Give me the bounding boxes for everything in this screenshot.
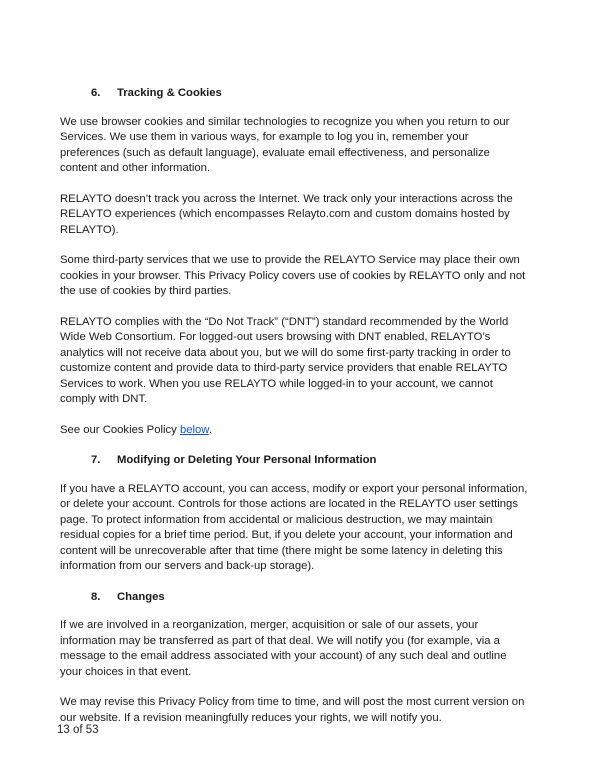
section-number: 8. [91, 590, 101, 603]
section-title: Changes [117, 590, 165, 603]
paragraph: RELAYTO complies with the “Do Not Track” (“DNT”) standard recommended by the World Wide Web Consortium. For logged-out users browsing with DNT enabled, RELAYTO’s analytics will not receive data about you, but we will do some first-party tracking in order to customize content and provide data to third-party service providers that enable RELAYTO Services to work. When you use RELAYTO while logged-in to your account, we cannot comply with DNT. [60, 315, 511, 405]
section-title: Modifying or Deleting Your Personal Information [117, 454, 377, 466]
cookies-line-prefix: See our Cookies Policy [60, 423, 180, 436]
paragraph: We use browser cookies and similar technologies to recognize you when you return to our Services. We use them in various ways, for example to log you in, remember your preferences (such as default language), evaluate email effectiveness, and personalize content and other information. [60, 115, 510, 174]
section-heading [91, 453, 530, 469]
cookies-policy-line [60, 423, 530, 439]
section-number: 7. [91, 454, 101, 466]
paragraph: RELAYTO doesn’t track you across the Internet. We track only your interactions across the RELAYTO experiences (which encompasses Relayto.com and custom domains hosted by RELAYTO). [60, 192, 513, 236]
paragraph: We may revise this Privacy Policy from time to time, and will post the most current version on our website. If a revision meaningfully reduces your rights, we will notify you. [60, 696, 525, 724]
cookies-line-suffix: . [208, 423, 212, 436]
section-heading [91, 86, 530, 102]
section-heading [91, 590, 530, 606]
page-number: 13 of 53 [57, 724, 99, 736]
section-changes [60, 590, 530, 727]
paragraph: Some third-party services that we use to provide the RELAYTO Service may place their own cookies in your browser. This Privacy Policy covers use of cookies by RELAYTO only and not the use of cookies by third parties. [60, 254, 526, 297]
section-title: Tracking & Cookies [117, 87, 222, 99]
paragraph: If you have a RELAYTO account, you can access, modify or export your personal information, or delete your account. Controls for those actions are located in the RELAYTO user settings page. To protect information from accidental or malicious destruction, we may maintain residual copies for a brief time period. But, if you delete your account, your information and content will be unrecoverable after that time (there might be some latency in deleting this information from our servers and back-up storage). [60, 482, 528, 572]
paragraph: If we are involved in a reorganization, merger, acquisition or sale of our assets, your information may be transferred as part of that deal. We will notify you (for example, via a message to the email address associated with your account) of any such deal and outline your choices in that event. [60, 619, 507, 678]
cookies-policy-link[interactable]: below [179, 423, 209, 436]
section-tracking-cookies [60, 86, 530, 438]
document-body [60, 86, 530, 741]
section-number: 6. [91, 87, 101, 99]
section-modifying-deleting [60, 453, 530, 575]
